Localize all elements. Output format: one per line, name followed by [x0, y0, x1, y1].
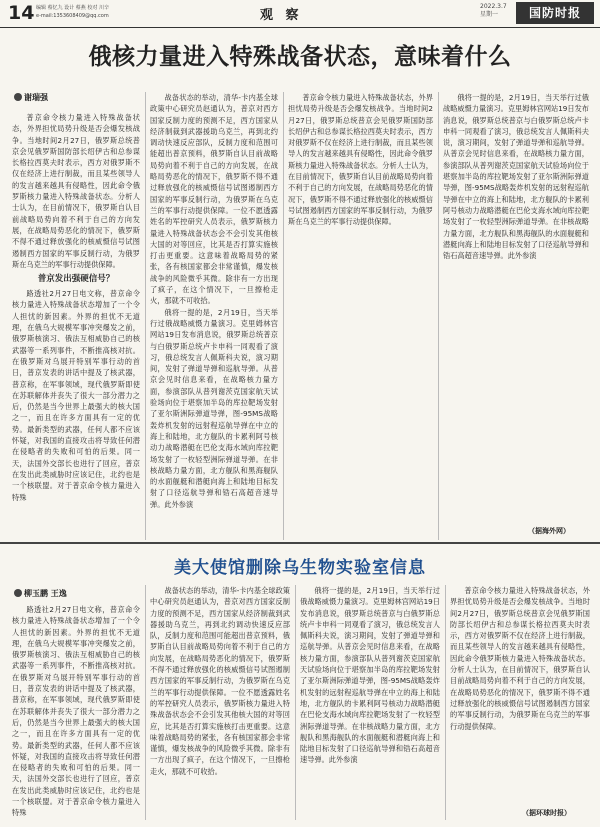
- column-divider: [145, 585, 146, 820]
- column-divider: [445, 585, 446, 820]
- article1-headline: 俄核力量进入特殊战备状态，意味着什么: [88, 44, 512, 70]
- column-divider: [295, 585, 296, 820]
- column-divider: [283, 92, 284, 540]
- article2-column-2: [150, 585, 290, 820]
- author-icon: [14, 589, 22, 597]
- article1-column-4: [443, 92, 589, 524]
- article2-credit: （据环球时报）: [522, 809, 571, 817]
- paragraph: 普京命令核力量进入特殊战备状态，外界担忧局势升级是否会爆发核战争。当地时间2月27日，俄罗斯总统普京会见俄罗斯国防部长绍伊古和总参谋长格拉西莫夫时表示，西方对俄罗斯不仅在经济上进行制裁，而且某些领导人的发言越来越具有侵略性，因此命令俄罗斯核力量进入特殊战备状态。分析人士认为，在目前情况下，俄罗斯自认目前战略局势向着不利于自己的方向发展，在战略局势恶化的情况下，俄罗斯不得不通过释放强化的核威慑信号试图遏制西方国家的军事反制行动，为俄罗斯在乌克兰的军事行动提供保障。: [288, 93, 433, 227]
- paragraph: 路透社2月27日电文称，普京命令核力量进入特殊战备状态增加了一个令人担忧的新因素。外界的担忧不无道理，在俄乌大规模军事冲突爆发之前，俄罗斯核演习、俄法互相威胁自己的核武器等一系列事件，不断推高核对抗。在俄罗斯对乌展开特别军事行动的首日，普京发表的讲话中提及了核武器，普京称，在军事领域，现代俄罗斯即使在苏联解体并丧失了很大一部分潜力之后，仍然是当今世界上最强大的核大国之一，而且在许多方面具有一定的优势。最新类型的武器，任何人都不应该怀疑，对我国的直接攻击将导致任何潜在侵略者的失败和可怕的后果。同一天，法国外交部长也进行了回应，普京在发出此类威胁时应该记住，北约也是一个核联盟。对于普京命令核力量进入特殊: [12, 289, 140, 502]
- paragraph: 路透社2月27日电文称，普京命令核力量进入特殊战备状态增加了一个令人担忧的新因素。外界的担忧不无道理，在俄乌大规模军事冲突爆发之前，俄罗斯核演习、俄法互相威胁自己的核武器等一系列事件，不断推高核对抗。在俄罗斯对乌展开特别军事行动的首日，普京发表的讲话中提及了核武器，普京称，在军事领域，现代俄罗斯即使在苏联解体并丧失了很大一部分潜力之后，仍然是当今世界上最强大的核大国之一，而且在许多方面具有一定的优势。最新类型的武器，任何人都不应该怀疑，对我国的直接攻击将导致任何潜在侵略者的失败和可怕的后果。同一天，法国外交部长也进行了回应，普京在发出此类威胁时应该记住，北约也是一个核联盟。对于普京命令核力量进入特殊: [12, 605, 140, 818]
- paragraph: 俄将一提的是，2月19日，当天举行过俄战略威慑力量演习。克里姆林宫网站19日发布消息说，俄罗斯总统普京与白俄罗斯总统卢卡申科一同观看了演习，俄总统发言人佩斯科夫说，演习期间，发射了弹道导弹和巡航导弹。从普京会见时信息来看，在战略核力量方面，参演部队从普列谢茨克国家航天试验场向位于堪察加半岛的库拉靶场发射了亚尔斯洲际弹道导弹，图-95MS战略轰炸机发射的远射程巡航导弹在中立的海上和陆地，北方舰队的卡累利阿号核动力战略潜艇在巴伦支海水域向库拉靶场发射了一枚轻型洲际弹道导弹。在非核战略力量方面，北方舰队和黑海舰队的水面舰艇和潜艇向海上和陆地目标发射了口径巡航导弹和锆石高超音速导弹。此外参演: [443, 93, 589, 261]
- author-icon: [14, 93, 22, 101]
- paragraph: 战备状态的举动，清华-卡内基全球政策中心研究员赵通认为，普京对西方国家反制力度的预测不足，西方国家从经济制裁到武器援助乌克兰，再到北约调动快速反应部队，反制力度和范围可能超出普京预料，俄罗斯自认目前战略局势向着不利于自己的方向发展，在战略局势恶化的情况下，俄罗斯不得不通过释放强化的核威慑信号试图遏制西方国家的军事反制行动，为俄罗斯在乌克兰的军事行动提供保障。一位不愿透露姓名的军控研究人员表示，俄罗斯核力量进入特殊战备状态会不会引发其他核大国的对等回应，比其是否打算实施核打击更重要。这意味着战略局势的紧张，各有核国家都会非常谨慎，爆发核战争的风险微乎其微。除非有一方出现了疯子，在这个情况下，一旦擦枪走火，那就不可收拾。: [150, 93, 278, 306]
- paragraph: 战备状态的举动，清华-卡内基全球政策中心研究员赵通认为，普京对西方国家反制力度的预测不足，西方国家从经济制裁到武器援助乌克兰，再到北约调动快速反应部队，反制力度和范围可能超出普京预料，俄罗斯自认目前战略局势向着不利于自己的方向发展，在战略局势恶化的情况下，俄罗斯不得不通过释放强化的核威慑信号试图遏制西方国家的军事反制行动，为俄罗斯在乌克兰的军事行动提供保障。一位不愿透露姓名的军控研究人员表示，俄罗斯核力量进入特殊战备状态会不会引发其他核大国的对等回应，比其是否打算实施核打击更重要。这意味着战略局势的紧张，各有核国家都会非常谨慎，爆发核战争的风险微乎其微。除非有一方出现了疯子，在这个情况下，一旦擦枪走火，那就不可收拾。: [150, 586, 290, 776]
- weekday-text: 星期一: [480, 11, 499, 18]
- subheading: 普京发出强硬信号？: [37, 274, 115, 285]
- column-divider: [438, 92, 439, 540]
- column-divider: [145, 92, 146, 540]
- article2-column-4: [450, 585, 590, 805]
- date-text: 2022.3.7: [480, 3, 507, 10]
- article1-author: [14, 92, 48, 103]
- email-line: e-mail:1353608409@qq.com: [36, 13, 109, 19]
- article1-column-1: [12, 112, 140, 540]
- article2-column-1: [12, 604, 140, 819]
- editor-line: 编辑 蔡忆九 设计 蔡燕 校对 川辛: [36, 5, 109, 11]
- paragraph: 普京命令核力量进入特殊战备状态，外界担忧局势升级是否会爆发核战争。当地时间2月27日，俄罗斯总统普京会见俄罗斯国防部长绍伊古和总参谋长格拉西莫夫时表示，西方对俄罗斯不仅在经济上进行制裁，而且某些领导人的发言越来越具有侵略性，因此命令俄罗斯核力量进入特殊战备状态。分析人士认为，在目前情况下，俄罗斯自认目前战略局势向着不利于自己的方向发展，在战略局势恶化的情况下，俄罗斯不得不通过释放强化的核威慑信号试图遏制西方国家的军事反制行动，为俄罗斯在乌克兰的军事行动提供保障。: [12, 113, 140, 269]
- section-title: 观 察: [260, 8, 303, 23]
- article1-credit: （据海外网）: [528, 527, 570, 535]
- page-header: [0, 0, 600, 28]
- article1-column-2: [150, 92, 278, 540]
- issue-date: [480, 3, 507, 19]
- author-name: 柳玉鹏 王逸: [24, 589, 67, 598]
- editor-info: [36, 4, 146, 20]
- paragraph: 俄将一提的是，2月19日，当天举行过俄战略威慑力量演习。克里姆林宫网站19日发布消息说，俄罗斯总统普京与白俄罗斯总统卢卡申科一同观看了演习，俄总统发言人佩斯科夫说，演习期间，发射了弹道导弹和巡航导弹。从普京会见时信息来看，在战略核力量方面，参演部队从普列谢茨克国家航天试验场向位于堪察加半岛的库拉靶场发射了亚尔斯洲际弹道导弹，图-95MS战略轰炸机发射的远射程巡航导弹在中立的海上和陆地，北方舰队的卡累利阿号核动力战略潜艇在巴伦支海水域向库拉靶场发射了一枚轻型洲际弹道导弹。在非核战略力量方面，北方舰队和黑海舰队的水面舰艇和潜艇向海上和陆地目标发射了口径巡航导弹和锆石高超音速导弹。此外参演: [150, 307, 278, 509]
- article2-author: [14, 588, 67, 599]
- masthead-logo: 国防时报: [516, 2, 594, 24]
- article1-column-3: [288, 92, 433, 540]
- article2-column-3: [300, 585, 440, 820]
- article2-headline: 美大使馆删除乌生物实验室信息: [174, 558, 426, 578]
- page-number: 14: [8, 2, 35, 24]
- author-name: 谢瑞强: [24, 93, 48, 102]
- section-divider: [0, 542, 600, 544]
- paragraph: 普京命令核力量进入特殊战备状态，外界担忧局势升级是否会爆发核战争。当地时间2月27日，俄罗斯总统普京会见俄罗斯国防部长绍伊古和总参谋长格拉西莫夫时表示，西方对俄罗斯不仅在经济上进行制裁，而且某些领导人的发言越来越具有侵略性，因此命令俄罗斯核力量进入特殊战备状态。分析人士认为，在目前情况下，俄罗斯自认目前战略局势向着不利于自己的方向发展，在战略局势恶化的情况下，俄罗斯不得不通过释放强化的核威慑信号试图遏制西方国家的军事反制行动，为俄罗斯在乌克兰的军事行动提供保障。: [450, 586, 590, 731]
- paragraph: 俄将一提的是，2月19日，当天举行过俄战略威慑力量演习。克里姆林宫网站19日发布消息说，俄罗斯总统普京与白俄罗斯总统卢卡申科一同观看了演习，俄总统发言人佩斯科夫说，演习期间，发射了弹道导弹和巡航导弹。从普京会见时信息来看，在战略核力量方面，参演部队从普列谢茨克国家航天试验场向位于堪察加半岛的库拉靶场发射了亚尔斯洲际弹道导弹，图-95MS战略轰炸机发射的远射程巡航导弹在中立的海上和陆地，北方舰队的卡累利阿号核动力战略潜艇在巴伦支海水域向库拉靶场发射了一枚轻型洲际弹道导弹。在非核战略力量方面，北方舰队和黑海舰队的水面舰艇和潜艇向海上和陆地目标发射了口径巡航导弹和锆石高超音速导弹。此外参演: [300, 586, 440, 765]
